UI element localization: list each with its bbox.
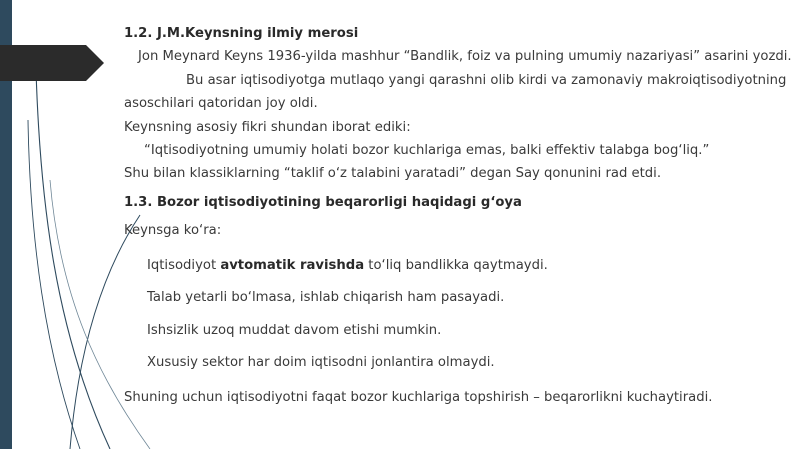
bullet-list <box>124 254 774 384</box>
bullet-text: Xususiy sektor har doim iqtisodni jonlantira olmaydi. <box>147 355 495 371</box>
slide-content <box>124 22 792 409</box>
bullet-emphasis: avtomatik ravishda <box>220 257 365 273</box>
keynes-quote: “Iqtisodiyotning umumiy holati bozor kuchlariga emas, balki effektiv talabga bog‘liq.” <box>144 143 710 159</box>
section-heading-1-2: 1.2. J.M.Keynsning ilmiy merosi <box>124 26 359 41</box>
paragraph-say-law: Shu bilan klassiklarning “taklif o‘z talabini yaratadi” degan Say qonunini rad etdi. <box>124 166 662 182</box>
paragraph-impact-cont: asoschilari qatoridan joy oldi. <box>124 96 318 112</box>
bullet-text: Talab yetarli bo‘lmasa, ishlab chiqarish ham pasayadi. <box>147 290 505 306</box>
list-item <box>124 254 774 287</box>
paragraph-impact: Bu asar iqtisodiyotga mutlaqo yangi qarashni olib kirdi va zamonaviy makroiqtisodiyotning <box>186 72 787 88</box>
paragraph-main-idea: Keynsning asosiy fikri shundan iborat ediki: <box>124 119 411 135</box>
bullets-intro: Keynsga ko‘ra: <box>124 223 222 239</box>
section-heading-1-3: 1.3. Bozor iqtisodiyotining beqarorligi haqidagi g‘oya <box>124 194 522 210</box>
list-item <box>124 319 774 352</box>
bullet-text: Iqtisodiyot <box>147 257 221 273</box>
closing-statement: Shuning uchun iqtisodiyotni faqat bozor kuchlariga topshirish – beqarorlikni kuchaytiradi. <box>124 389 713 405</box>
bullet-text: to‘liq bandlikka qaytmaydi. <box>364 257 548 273</box>
list-item <box>124 286 774 319</box>
paragraph-intro: Jon Meynard Keyns 1936-yilda mashhur “Bandlik, foiz va pulning umumiy nazariyasi” asarini yozdi. <box>138 49 792 65</box>
list-item <box>124 351 774 384</box>
bullet-text: Ishsizlik uzoq muddat davom etishi mumkin. <box>147 322 442 338</box>
arrow-tab-icon <box>0 45 104 81</box>
